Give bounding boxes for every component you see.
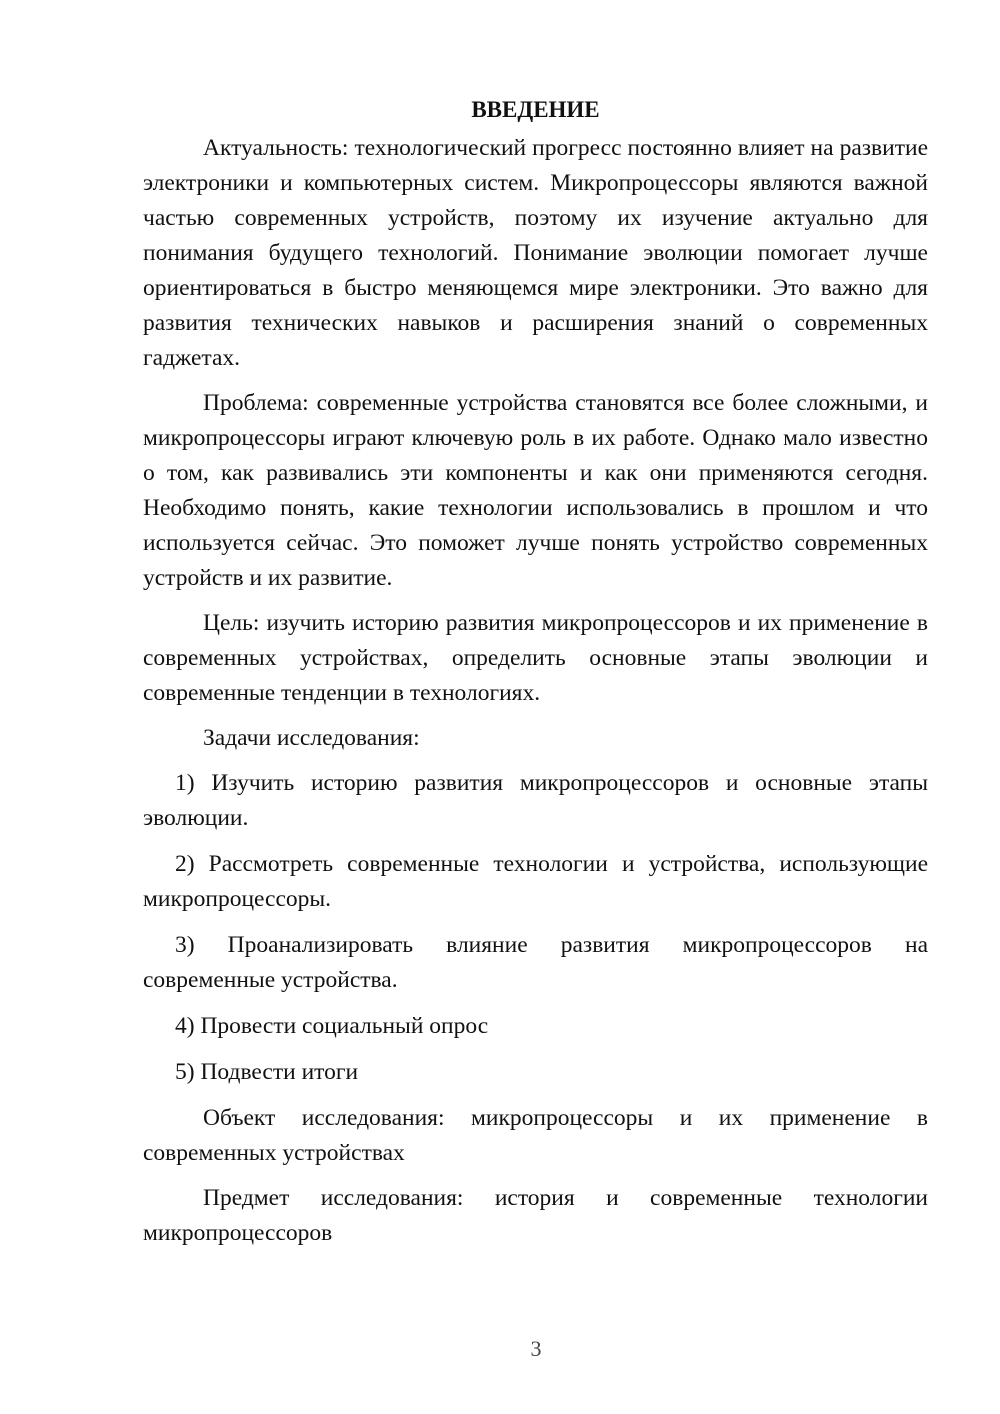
- task-list-item: 4) Провести социальный опрос: [175, 1013, 489, 1039]
- task-list-item: 5) Подвести итоги: [175, 1059, 359, 1085]
- paragraph-problem: Проблема: современные устройства становятся все более сложными, и микропроцессоры играют ключевую роль в их работе. Однако мало известно о том, как развивались эти компоненты и как они применяются сегодня. Необходимо понять, какие технологии использовались в прошлом и что используется сейчас. Это поможет лучше понять устройство современных устройств и их развитие.: [143, 390, 928, 591]
- paragraph-relevance: Актуальность: технологический прогресс постоянно влияет на развитие электроники и компьютерных систем. Микропроцессоры являются важной частью современных устройств, поэтому их изучение актуально для понимания будущего технологий. Понимание эволюции помогает лучше ориентироваться в быстро меняющемся мире электроники. Это важно для развития технических навыков и расширения знаний о современных гаджетах.: [143, 135, 928, 371]
- tasks-heading: Задачи исследования:: [203, 725, 420, 751]
- task-list-item: 1) Изучить историю развития микропроцессоров и основные этапы эволюции.: [143, 770, 928, 831]
- page-title: ВВЕДЕНИЕ: [471, 97, 600, 122]
- document-body: [143, 92, 928, 1261]
- paragraph-goal: Цель: изучить историю развития микропроцессоров и их применение в современных устройствах, определить основные этапы эволюции и современные тенденции в технологиях.: [143, 610, 928, 706]
- paragraph-object: Объект исследования: микропроцессоры и их применение в современных устройствах: [143, 1105, 928, 1166]
- task-list-item: 2) Рассмотреть современные технологии и устройства, использующие микропроцессоры.: [143, 851, 928, 912]
- page-number: 3: [530, 1336, 542, 1361]
- paragraph-subject: Предмет исследования: история и современные технологии микропроцессоров: [143, 1185, 928, 1246]
- task-list-item: 3) Проанализировать влияние развития микропроцессоров на современные устройства.: [143, 932, 928, 993]
